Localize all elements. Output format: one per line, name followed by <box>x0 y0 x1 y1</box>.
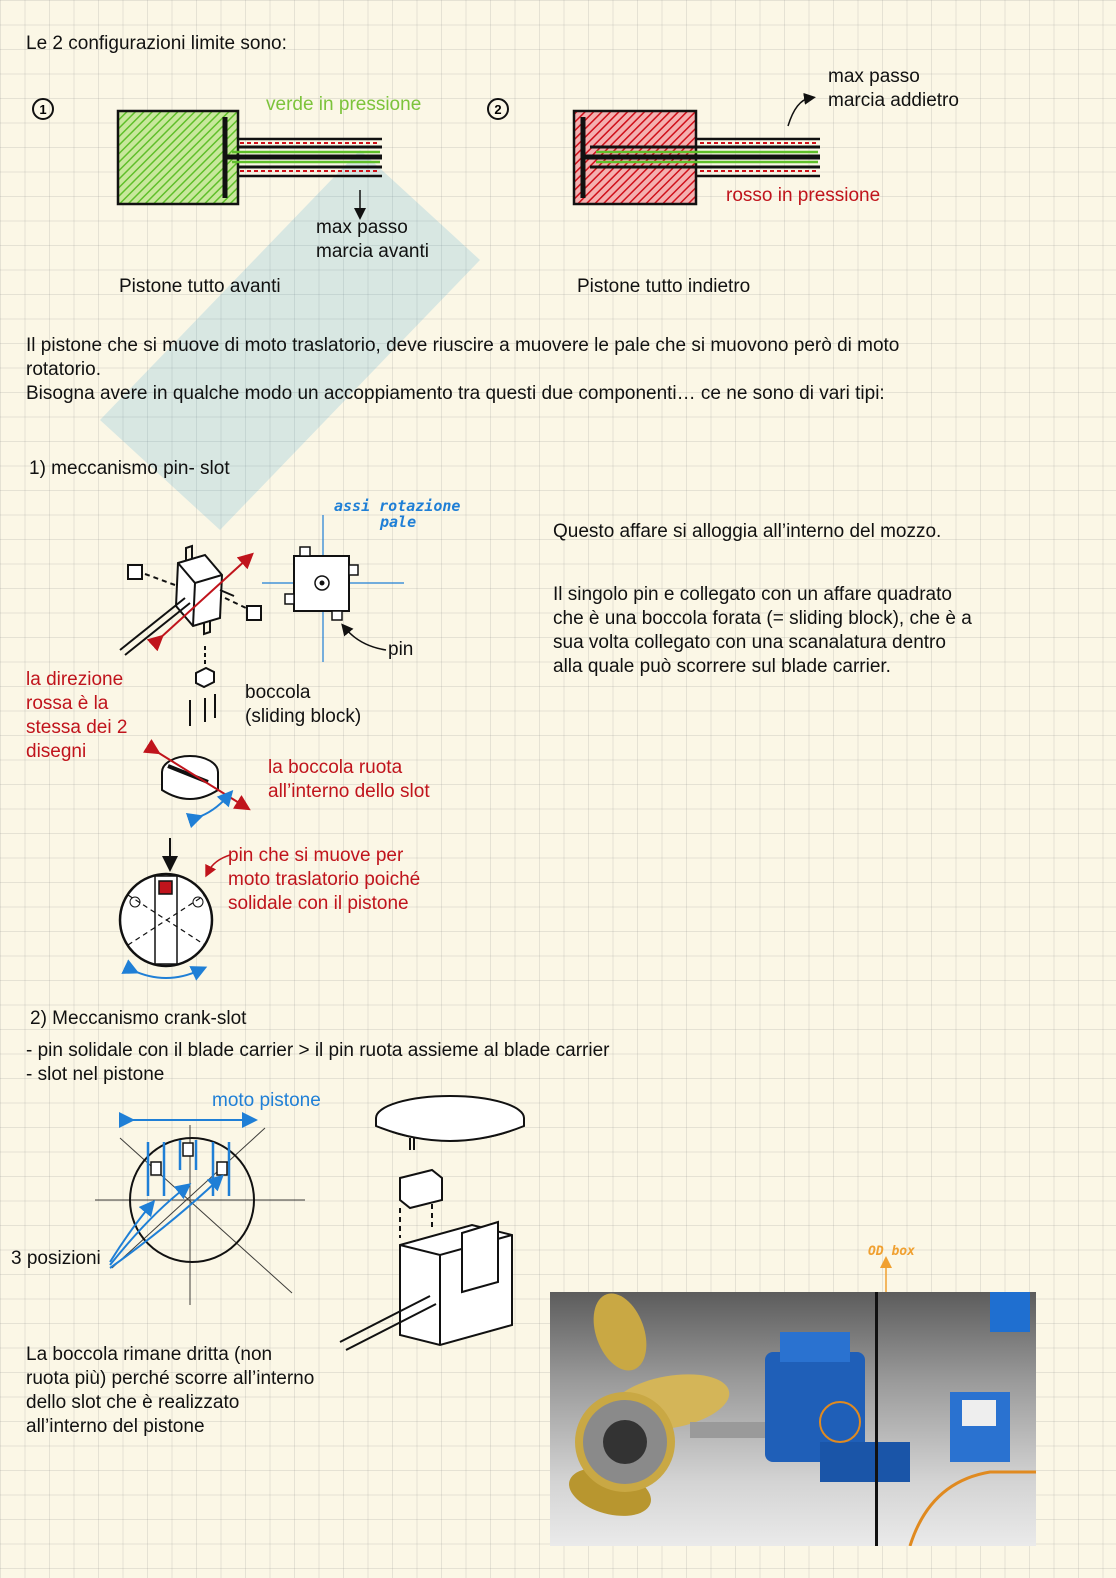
piston-backward-diagram <box>574 98 820 204</box>
cpp-system-render <box>550 1292 1036 1546</box>
rotate-note-line2: all’interno dello slot <box>268 781 430 802</box>
mechanism1-title: 1) meccanismo pin- slot <box>29 458 230 479</box>
axes-label-line1: assi rotazione <box>334 497 461 515</box>
paragraph1-line2: rotatorio. <box>26 359 101 380</box>
mechanism1-description2-line1: Il singolo pin e collegato con un affare quadrato <box>553 584 952 605</box>
pin-label: pin <box>388 639 414 660</box>
red-note-line1: la direzione <box>26 669 124 690</box>
red-note-line2: rossa è la <box>26 693 109 714</box>
mechanism2-bullet2: - slot nel pistone <box>26 1064 165 1085</box>
crank-slot-isometric-sketch <box>340 1096 524 1350</box>
red-pressure-label: rosso in pressione <box>726 185 881 206</box>
blade-carrier-disc-sketch <box>120 838 230 978</box>
config2-caption: Pistone tutto indietro <box>577 276 751 297</box>
od-box-label: OD box <box>868 1244 915 1259</box>
config1-caption: Pistone tutto avanti <box>119 276 281 297</box>
bushing-line2: (sliding block) <box>245 706 362 727</box>
mechanism1-description1: Questo affare si alloggia all’interno del mozzo. <box>553 521 942 542</box>
rotate-note-line1: la boccola ruota <box>268 757 403 778</box>
paragraph1-line1: Il pistone che si muove di moto traslatorio, deve riuscire a muovere le pale che si muovono però di moto <box>26 335 900 356</box>
bushing-line1: boccola <box>245 682 311 703</box>
mechanism2-title: 2) Meccanismo crank-slot <box>30 1008 247 1029</box>
red-note-line3: stessa dei 2 <box>26 717 128 738</box>
bushing-sketch <box>190 646 215 726</box>
pin-slot-top-view <box>262 515 404 662</box>
mechanism2-note-line4: all’interno del pistone <box>26 1416 205 1437</box>
config1-number: 1 <box>39 102 47 117</box>
axes-label-line2: pale <box>380 513 417 531</box>
config2-note-line1: max passo <box>828 66 920 87</box>
intro-title: Le 2 configurazioni limite sono: <box>26 33 287 54</box>
mechanism2-bullet1: - pin solidale con il blade carrier > il pin ruota assieme al blade carrier <box>26 1040 610 1061</box>
config2-number: 2 <box>494 102 502 117</box>
mechanism1-description2-line3: sua volta collegato con una scanalatura dentro <box>553 632 946 653</box>
mechanism2-note-line1: La boccola rimane dritta (non <box>26 1344 273 1365</box>
piston-forward-diagram <box>118 111 382 214</box>
config2-number-badge <box>488 99 508 119</box>
red-note-line4: disegni <box>26 741 87 762</box>
rotating-bushing-sketch <box>154 750 244 818</box>
pin-slot-isometric-sketch <box>120 546 261 655</box>
green-pressure-label: verde in pressione <box>266 94 422 115</box>
motion-label: moto pistone <box>212 1090 321 1111</box>
cpp-render-drawing <box>550 1292 1036 1546</box>
pin-note-line3: solidale con il pistone <box>228 893 409 914</box>
mechanism1-description2-line2: che è una boccola forata (= sliding block), che è a <box>553 608 972 629</box>
mechanism2-note-line2: ruota più) perché scorre all’interno <box>26 1368 315 1389</box>
mechanism1-description2-line4: alla quale può scorrere sul blade carrier. <box>553 656 891 677</box>
paragraph1-line3: Bisogna avere in qualche modo un accoppiamento tra questi due componenti… ce ne sono di vari tipi: <box>26 383 885 404</box>
pin-note-line1: pin che si muove per <box>228 845 404 866</box>
mechanism2-note-line3: dello slot che è realizzato <box>26 1392 240 1413</box>
config1-note-line1: max passo <box>316 217 408 238</box>
crank-slot-diagram <box>95 1120 305 1305</box>
config1-note-line2: marcia avanti <box>316 241 429 262</box>
config1-number-badge <box>33 99 53 119</box>
config2-note-line2: marcia addietro <box>828 90 959 111</box>
positions-label: 3 posizioni <box>11 1248 101 1269</box>
pin-note-line2: moto traslatorio poiché <box>228 869 421 890</box>
